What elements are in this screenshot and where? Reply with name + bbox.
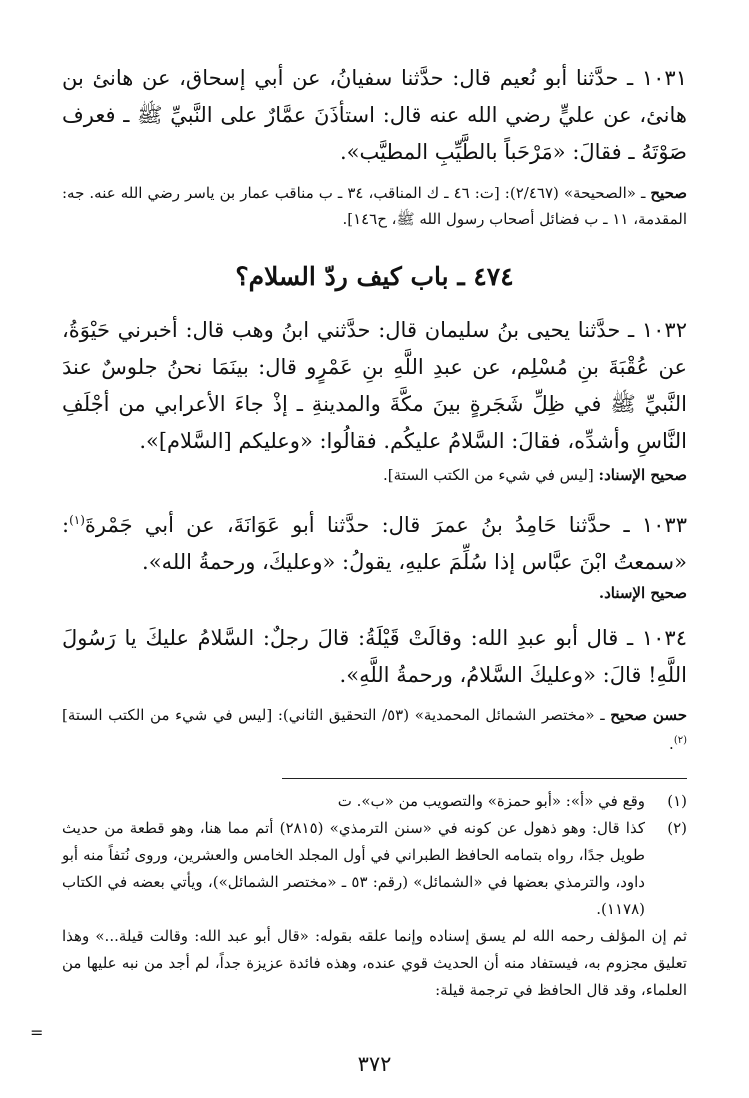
page-number: ٣٧٢ (357, 1052, 392, 1076)
grade-1034 (62, 702, 687, 757)
grade-label: صحيح الإسناد. (598, 584, 687, 602)
grade-1033 (62, 580, 687, 606)
footnote-separator (282, 778, 687, 779)
hadith-text: : «سمعتُ ابْنَ عبَّاس إذا سُلِّمَ عليهِ، يقولُ: «وعليكَ، ورحمةُ الله». (62, 513, 687, 574)
grade-label: صحيح (650, 184, 688, 202)
grade-label: حسن صحيح (610, 706, 688, 724)
hadith-1032: ١٠٣٢ ـ حدَّثنا يحيى بنُ سليمان قال: حدَّثني ابنُ وهب قال: أخبرني حَيْوَةُ، عن عُقْبَةَ بنِ مُسْلِم، عن عبدِ اللَّهِ بنِ عَمْرٍو قال: بينَمَا نحنُ جلوسٌ عندَ النَّبيِّ ﷺ في ظِلِّ شَجَرةٍ بينَ مكَّةَ والمدينةِ ـ إذْ جاءَ الأعرابي من أجْلَفِ النَّاسِ وأشدِّه، فقالَ: السَّلامُ عليكُم. فقالُوا: «وعليكم [السَّلام]». (62, 318, 687, 453)
footnotes (62, 788, 687, 1004)
chapter-heading: ٤٧٤ ـ باب كيف ردّ السلام؟ (235, 262, 514, 291)
footnote-ref-2: (٢) (673, 735, 687, 746)
hadith-1033 (62, 502, 687, 581)
footnote-number: (١) (667, 792, 687, 810)
grade-text: ـ «مختصر الشمائل المحمدية» (٥٣/ التحقيق الثاني): [ليس في شيء من الكتب الستة] (62, 706, 605, 724)
grade-label: صحيح الإسناد: (598, 466, 687, 484)
footnote-ref-1: (١) (69, 513, 85, 527)
grade-text: ـ «الصحيحة» (٢/٤٦٧): [ت: ٤٦ ـ ك المناقب، ٣٤ ـ ب مناقب عمار بن ياسر رضي الله عنه. جه: المقدمة، ١١ ـ ب فضائل أصحاب رسول الله ﷺ، ح١٤٦]. (62, 184, 687, 228)
footnote-number: (٢) (667, 819, 687, 837)
footnote-1 (62, 788, 687, 815)
hadith-1034: ١٠٣٤ ـ قال أبو عبدِ الله: وقالَتْ قَيْلَةُ: قالَ رجلٌ: السَّلامُ عليكَ يا رَسُولَ اللَّهِ! قالَ: «وعليكَ السَّلامُ، ورحمةُ اللَّهِ». (62, 626, 687, 687)
footnote-continuation: ثم إن المؤلف رحمه الله لم يسق إسناده وإنما علقه بقوله: «قال أبو عبد الله: وقالت قيلة...» وهذا تعليق مجزوم به، فيستفاد منه أن الحديث قوي عنده، وهذه فائدة عزيزة جداً، لم أجد من نبه عليها من العلماء، وقد قال الحافظ في ترجمة قيلة: (62, 927, 687, 999)
footnote-2 (62, 815, 687, 923)
grade-end: . (669, 735, 674, 753)
continuation-mark: = (30, 1023, 44, 1042)
hadith-text: ١٠٣٣ ـ حدَّثنا حَامِدُ بنُ عمرَ قال: حدَّثنا أبو عَوَانَةَ، عن أبي جَمْرةَ (84, 513, 687, 537)
footnote-text: وقع في «أ»: «أبو حمزة» والتصويب من «ب». ت (337, 792, 645, 810)
grade-text: [ليس في شيء من الكتب الستة]. (383, 466, 594, 484)
grade-1032 (62, 462, 687, 488)
grade-1031 (62, 180, 687, 232)
hadith-1031: ١٠٣١ ـ حدَّثنا أبو نُعيم قال: حدَّثنا سفيانُ، عن أبي إسحاق، عن هانئ بن هانئ، عن عليٍّ رضي الله عنه قال: استأذَنَ عمَّارٌ على النَّبيِّ ﷺ ـ فعرف صَوْتَهُ ـ فقالَ: «مَرْحَباً بالطَّيِّبِ المطيَّب». (62, 66, 687, 164)
footnote-text: كذا قال: وهو ذهول عن كونه في «سنن الترمذي» (٢٨١٥) أتم مما هنا، وهو قطعة من حديث طويل جدًا، رواه بتمامه الحافظ الطبراني في أول المجلد الخامس والعشرين، وروى نُتفاً منه أبو داود، والترمذي بعضها في «الشمائل» (رقم: ٥٣ ـ «مختصر الشمائل»)، ويأتي بعضه في الكتاب (١١٧٨). (62, 819, 645, 918)
